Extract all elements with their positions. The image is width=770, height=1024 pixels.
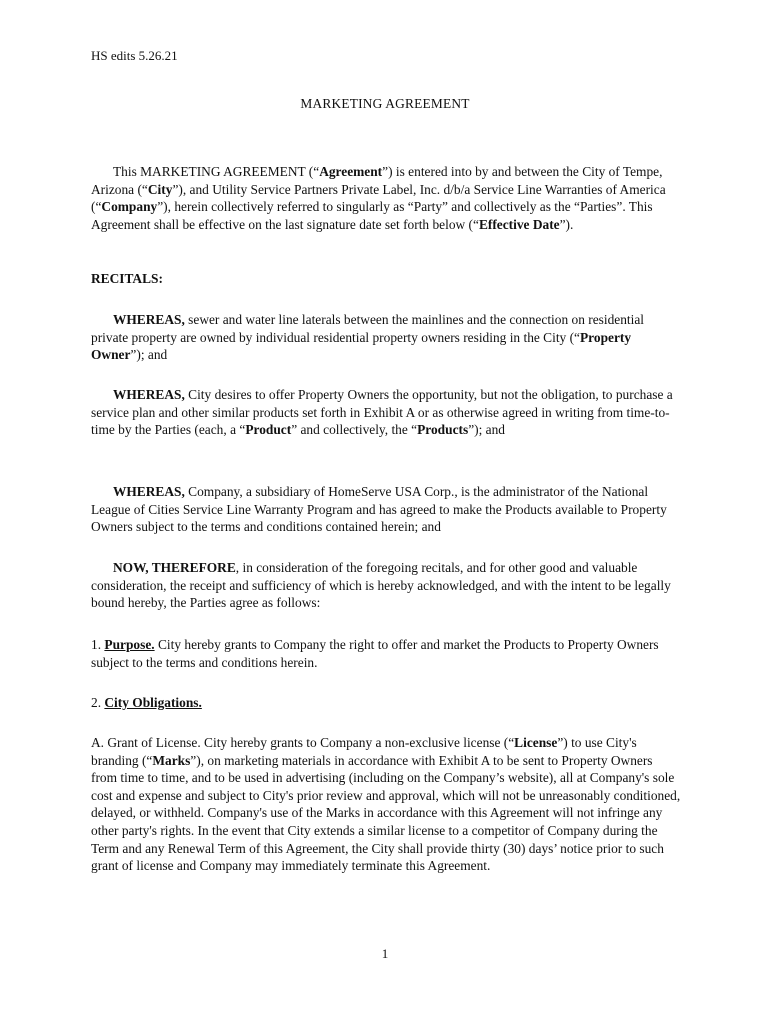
section-2-heading: 2. City Obligations. xyxy=(91,695,202,710)
whereas-paragraph-3: WHEREAS, Company, a subsidiary of HomeServe USA Corp., is the administrator of the National League of Cities Service Line Warranty Program and has agreed to make the Products available to Property Owners subject to the terms and conditions contained herein; and xyxy=(91,484,667,535)
section-1-purpose: 1. Purpose. City hereby grants to Company the right to offer and market the Products to Property Owners subject to the terms and conditions herein. xyxy=(91,637,659,670)
page-number: 1 xyxy=(381,946,389,961)
whereas-paragraph-1: WHEREAS, sewer and water line laterals between the mainlines and the connection on residential private property are owned by individual residential property owners residing in the City (“Property Owner”); and xyxy=(91,312,645,363)
recitals-heading: RECITALS: xyxy=(91,271,163,286)
now-therefore-paragraph: NOW, THEREFORE, in consideration of the foregoing recitals, and for other good and valuable consideration, the receipt and sufficiency of which is hereby acknowledged, and with the intent to be legally bound hereby, the Parties agree as follows: xyxy=(91,560,671,611)
section-2a-grant-of-license: A. Grant of License. City hereby grants to Company a non-exclusive license (“License”) to use City's branding (“Marks”), on marketing materials in accordance with Exhibit A to be sent to Property Owners from time to time, and to be used in advertising (including on the Company’s website), all at Company's sole cost and expense and subject to City's prior review and approval, which will not be unreasonably conditioned, delayed, or withheld. Company's use of the Marks in accordance with this Agreement will not infringe any other party's rights. In the event that City extends a similar license to a competitor of Company during the Term and any Renewal Term of this Agreement, the City shall provide thirty (30) days’ notice prior to such grant of license and Company may immediately terminate this Agreement. xyxy=(91,735,681,874)
intro-paragraph: This MARKETING AGREEMENT (“Agreement”) is entered into by and between the City of Tempe, Arizona (“City”), and Utility Service Partners Private Label, Inc. d/b/a Service Line Warranties of America (“Company”), herein collectively referred to singularly as “Party” and collectively as the “Parties”. This Agreement shall be effective on the last signature date set forth below (“Effective Date”). xyxy=(91,164,666,232)
whereas-paragraph-2: WHEREAS, City desires to offer Property Owners the opportunity, but not the obligation, to purchase a service plan and other similar products set forth in Exhibit A or as otherwise agreed in writing from time-to-time by the Parties (each, a “Product” and collectively, the “Products”); and xyxy=(91,387,673,438)
document-title: MARKETING AGREEMENT xyxy=(300,96,470,111)
header-note: HS edits 5.26.21 xyxy=(91,48,178,63)
